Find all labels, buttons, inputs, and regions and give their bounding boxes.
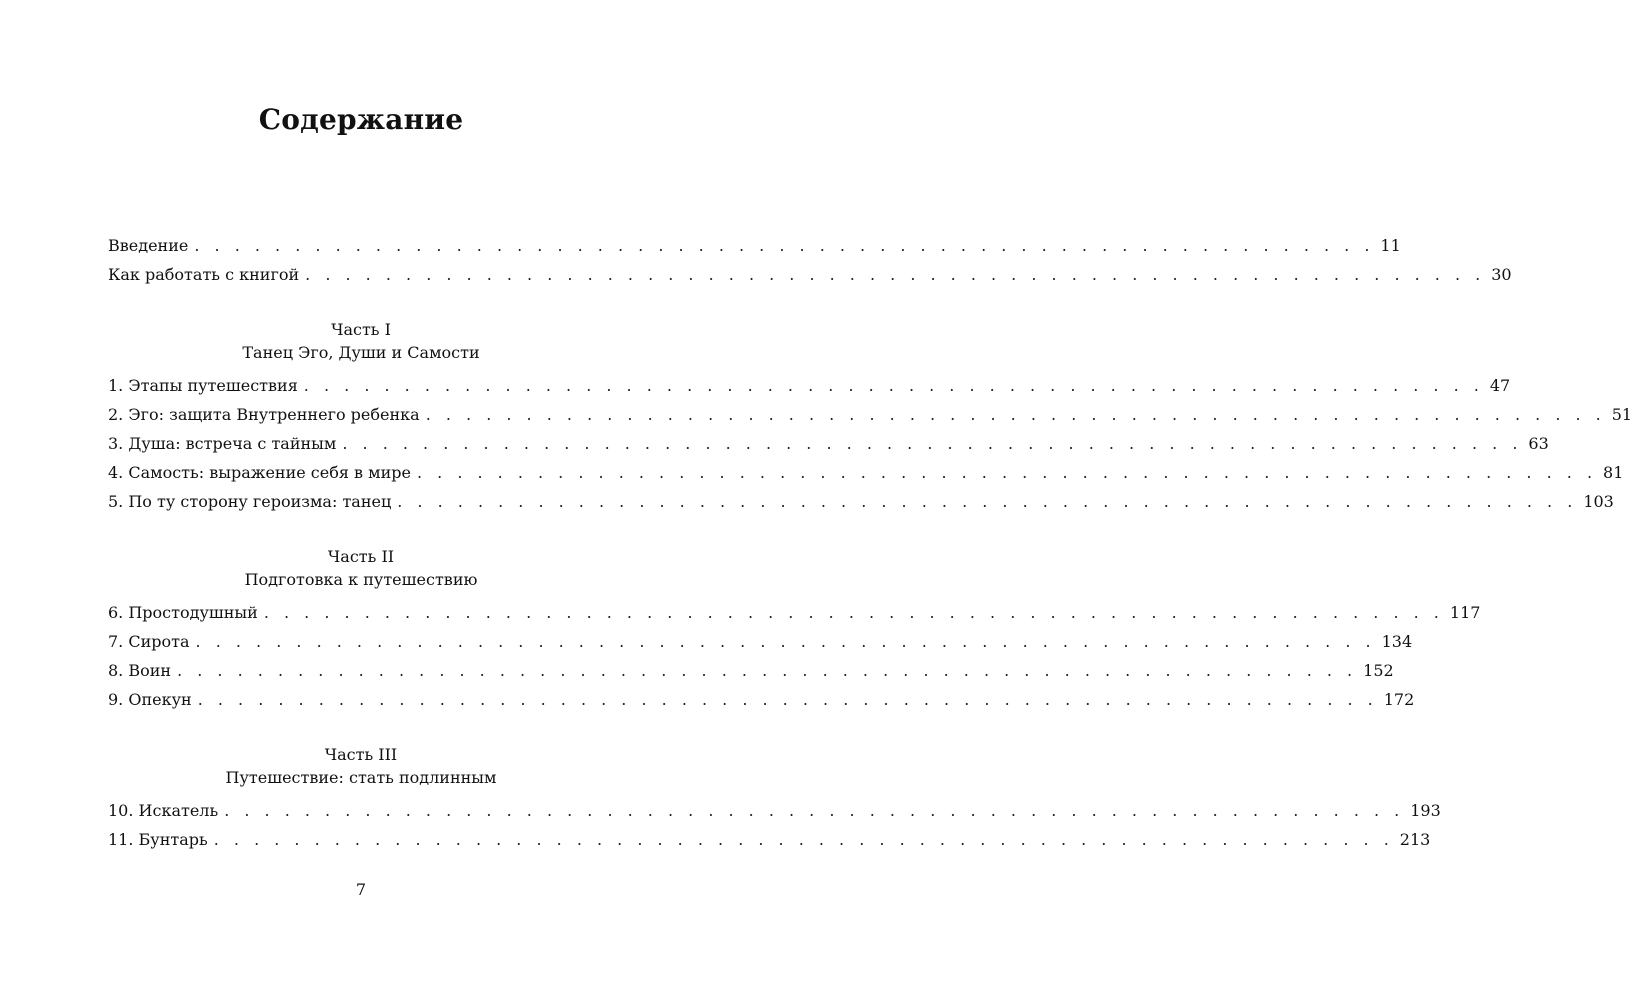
toc-entry-introduction[interactable] — [108, 236, 1401, 260]
toc-entry-page: 30 — [1491, 265, 1512, 284]
toc-entry[interactable] — [108, 492, 1614, 516]
toc-entry-page: 11 — [1380, 236, 1401, 255]
dot-leader: . . . . . . . . . . . . . . . . . . . . . . . . . . . . . . . . . . . . . . . . . . . . . . . . . . . . . . . . . . . — [263, 603, 1444, 622]
part-label: Часть I — [331, 320, 391, 339]
toc-entry[interactable] — [108, 661, 1394, 685]
toc-entry[interactable] — [108, 603, 1481, 627]
toc-entry-title: 3. Душа: встреча с тайным — [108, 434, 337, 453]
toc-entry[interactable] — [108, 690, 1415, 714]
toc-entry-page: 117 — [1449, 603, 1481, 622]
toc-entry-page: 63 — [1528, 434, 1549, 453]
part-label: Часть II — [327, 547, 395, 566]
dot-leader: . . . . . . . . . . . . . . . . . . . . . . . . . . . . . . . . . . . . . . . . . . . . . . . . . . . . . . . . . . . — [194, 236, 1375, 255]
toc-entry-title: 1. Этапы путешествия — [108, 376, 298, 395]
toc-entry-title: Введение — [108, 236, 189, 255]
toc-entry-title: Как работать с книгой — [108, 265, 300, 284]
toc-entry-page: 81 — [1603, 463, 1624, 482]
dot-leader: . . . . . . . . . . . . . . . . . . . . . . . . . . . . . . . . . . . . . . . . . . . . . . . . . . . . . . . . . . . — [425, 405, 1606, 424]
toc-entry-page: 172 — [1383, 690, 1415, 709]
toc-entry-page: 134 — [1381, 632, 1413, 651]
toc-entry-title: 7. Сирота — [108, 632, 190, 651]
toc-entry-page: 103 — [1583, 492, 1614, 511]
dot-leader: . . . . . . . . . . . . . . . . . . . . . . . . . . . . . . . . . . . . . . . . . . . . . . . . . . . . . . . . . . . — [224, 801, 1405, 820]
dot-leader: . . . . . . . . . . . . . . . . . . . . . . . . . . . . . . . . . . . . . . . . . . . . . . . . . . . . . . . . . . . — [197, 690, 1378, 709]
dot-leader: . . . . . . . . . . . . . . . . . . . . . . . . . . . . . . . . . . . . . . . . . . . . . . . . . . . . . . . . . . . — [305, 265, 1486, 284]
dot-leader: . . . . . . . . . . . . . . . . . . . . . . . . . . . . . . . . . . . . . . . . . . . . . . . . . . . . . . . . . . . — [342, 434, 1523, 453]
toc-entry-page: 213 — [1399, 830, 1431, 849]
toc-entry-title: 8. Воин — [108, 661, 172, 680]
toc-entry[interactable] — [108, 830, 1431, 854]
dot-leader: . . . . . . . . . . . . . . . . . . . . . . . . . . . . . . . . . . . . . . . . . . . . . . . . . . . . . . . . . . . — [397, 492, 1578, 511]
toc-entry[interactable] — [108, 405, 1632, 429]
toc-entry-title: 11. Бунтарь — [108, 830, 208, 849]
dot-leader: . . . . . . . . . . . . . . . . . . . . . . . . . . . . . . . . . . . . . . . . . . . . . . . . . . . . . . . . . . . — [303, 376, 1484, 395]
toc-entry[interactable] — [108, 632, 1413, 656]
dot-leader: . . . . . . . . . . . . . . . . . . . . . . . . . . . . . . . . . . . . . . . . . . . . . . . . . . . . . . . . . . . — [213, 830, 1394, 849]
part-subtitle: Танец Эго, Души и Самости — [242, 343, 480, 362]
toc-entry-title: 6. Простодушный — [108, 603, 258, 622]
toc-entry-title: 10. Искатель — [108, 801, 219, 820]
footer-page-number: 7 — [355, 880, 367, 899]
toc-entry[interactable] — [108, 463, 1624, 487]
toc-entry-page: 47 — [1489, 376, 1511, 395]
toc-entry-page: 193 — [1410, 801, 1441, 820]
toc-entry-title: 2. Эго: защита Внутреннего ребенка — [108, 405, 420, 424]
page-title: Содержание — [258, 102, 464, 136]
dot-leader: . . . . . . . . . . . . . . . . . . . . . . . . . . . . . . . . . . . . . . . . . . . . . . . . . . . . . . . . . . . — [416, 463, 1598, 482]
toc-entry-title: 9. Опекун — [108, 690, 192, 709]
dot-leader: . . . . . . . . . . . . . . . . . . . . . . . . . . . . . . . . . . . . . . . . . . . . . . . . . . . . . . . . . . . — [177, 661, 1358, 680]
dot-leader: . . . . . . . . . . . . . . . . . . . . . . . . . . . . . . . . . . . . . . . . . . . . . . . . . . . . . . . . . . . — [195, 632, 1376, 651]
toc-entry-page: 152 — [1363, 661, 1394, 680]
toc-entry-how-to-use[interactable] — [108, 265, 1512, 289]
toc-entry-page: 51 — [1611, 405, 1632, 424]
part-subtitle: Подготовка к путешествию — [244, 570, 478, 589]
toc-entry-title: 5. По ту сторону героизма: танец — [108, 492, 392, 511]
toc-entry[interactable] — [108, 434, 1549, 458]
part-subtitle: Путешествие: стать подлинным — [225, 768, 497, 787]
toc-entry[interactable] — [108, 376, 1511, 400]
toc-entry-title: 4. Самость: выражение себя в мире — [108, 463, 411, 482]
part-label: Часть III — [324, 745, 398, 764]
toc-entry[interactable] — [108, 801, 1441, 825]
